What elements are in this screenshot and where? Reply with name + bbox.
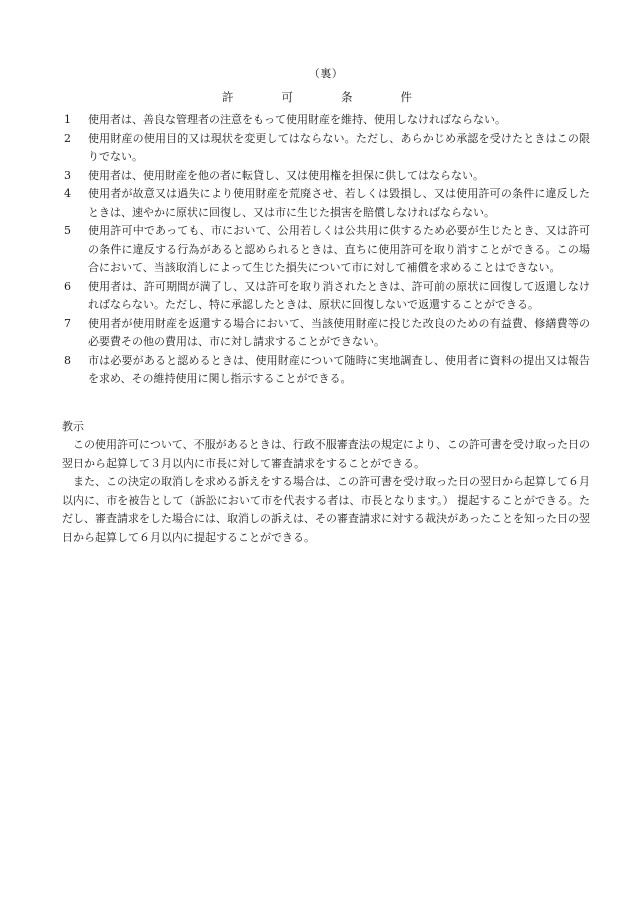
title-char: 可 [281,90,293,104]
notice-paragraph: また、この決定の取消しを求める訴えをする場合は、この許可書を受け取った日の翌日から起算して６月以内に、市を被告として（訴訟において市を代表する者は、市長となります。） 提起することができる。ただし、審査請求をした場合には、取消しの訴えは、その審査請求に対する裁決があったことを知った日の翌日から起算して６月以内に提起することができる。 [62,475,590,544]
clause-number: 4 [64,187,71,200]
clause-item [62,315,590,352]
clause-number: 7 [64,316,71,330]
clause-item [62,352,590,389]
notice-body [62,436,590,547]
clause-text: 使用者は、善良な管理者の注意をもって使用財産を維持、使用しなければならない。 [88,113,506,126]
clause-item [62,278,590,315]
clause-number: 2 [64,131,71,145]
clause-text: 使用財産の使用目的又は現状を変更してはならない。ただし、あらかじめ承認を受けたときはこの限りでない。 [88,131,590,163]
clause-item [62,222,590,278]
clause-number: 8 [64,353,71,367]
clause-number: 1 [64,113,71,126]
clause-text: 使用者が使用財産を返還する場合において、当該使用財産に投じた改良のための有益費、修繕費等の必要費その他の費用は、市に対し請求することができない。 [88,316,590,348]
document-title [222,89,412,105]
clause-item [62,185,590,222]
notice-paragraph: この使用許可について、不服があるときは、行政不服審査法の規定により、この許可書を受け取った日の翌日から起算して３月以内に市長に対して審査請求をすることができる。 [62,438,590,470]
title-char: 件 [400,90,412,104]
clause-text: 使用許可中であっても、市において、公用若しくは公共用に供するため必要が生じたとき、又は許可の条件に違反する行為があると認められるときは、直ちに使用許可を取り消すことができる。この場合において、当該取消しによって生じた損失について市に対して補償を求めることはできない。 [88,224,590,274]
clause-item [62,111,590,130]
notice-heading: 教示 [62,420,84,433]
title-char: 許 [222,90,234,104]
clause-text: 市は必要があると認めるときは、使用財産について随時に実地調査し、使用者に資料の提出又は報告を求め、その維持使用に関し指示することができる。 [88,353,590,385]
clause-list [62,111,590,389]
clause-item [62,167,590,186]
clause-number: 3 [64,168,71,182]
clause-text: 使用者が故意又は過失により使用財産を荒廃させ、若しくは毀損し、又は使用許可の条件に違反したときは、速やかに原状に回復し、又は市に生じた損害を賠償しなければならない。 [88,187,590,219]
clause-item [62,130,590,167]
clause-number: 6 [64,279,71,293]
clause-text: 使用者は、許可期間が満了し、又は許可を取り消されたときは、許可前の原状に回復して返還しなければならない。ただし、特に承認したときは、原状に回復しないで返還することができる。 [88,279,590,311]
title-char: 条 [341,90,353,104]
clause-text: 使用者は、使用財産を他の者に転貸し、又は使用権を担保に供してはならない。 [88,168,484,182]
clause-number: 5 [64,224,71,237]
page-side-label: （裏） [308,67,344,80]
